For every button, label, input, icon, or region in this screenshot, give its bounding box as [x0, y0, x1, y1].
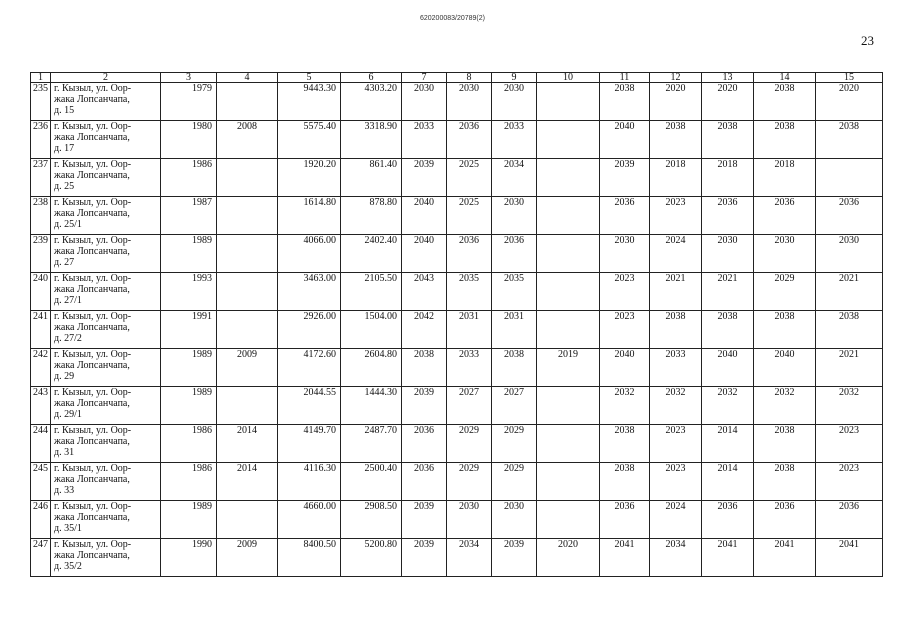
column-9-cell: 2033: [492, 121, 537, 159]
total-area-cell: 4066.00: [278, 235, 341, 273]
column-15-cell: 2021: [816, 273, 883, 311]
address-cell: [51, 83, 161, 121]
row-number: 237: [31, 159, 51, 197]
table-row: [31, 235, 883, 273]
column-9-cell: 2030: [492, 501, 537, 539]
column-15-cell: 2023: [816, 463, 883, 501]
address-line: г. Кызыл, ул. Оор-: [54, 273, 132, 284]
year-built-cell: 1991: [161, 311, 217, 349]
column-11-cell: 2038: [600, 463, 650, 501]
column-12-cell: 2024: [650, 235, 702, 273]
year-repair-cell: [217, 235, 278, 273]
column-7-cell: 2030: [402, 83, 447, 121]
column-header-11: 11: [600, 73, 650, 83]
row-number: 244: [31, 425, 51, 463]
year-built-cell: 1980: [161, 121, 217, 159]
address-line: г. Кызыл, ул. Оор-: [54, 311, 132, 322]
column-15-cell: 2023: [816, 425, 883, 463]
column-9-cell: 2035: [492, 273, 537, 311]
column-13-cell: 2038: [702, 121, 754, 159]
column-15-cell: 2032: [816, 387, 883, 425]
column-15-cell: 2036: [816, 197, 883, 235]
column-7-cell: 2038: [402, 349, 447, 387]
year-repair-cell: [217, 83, 278, 121]
year-built-cell: 1986: [161, 159, 217, 197]
column-10-cell: [537, 235, 600, 273]
column-header-8: 8: [447, 73, 492, 83]
column-14-cell: 2038: [754, 121, 816, 159]
column-8-cell: 2027: [447, 387, 492, 425]
living-area-cell: 878.80: [341, 197, 402, 235]
address-line: жака Лопсанчапа,: [54, 398, 130, 409]
column-8-cell: 2036: [447, 121, 492, 159]
total-area-cell: 4149.70: [278, 425, 341, 463]
living-area-cell: 2908.50: [341, 501, 402, 539]
column-7-cell: 2036: [402, 425, 447, 463]
column-13-cell: 2014: [702, 463, 754, 501]
total-area-cell: 4172.60: [278, 349, 341, 387]
row-number: 239: [31, 235, 51, 273]
column-11-cell: 2040: [600, 121, 650, 159]
column-header-1: 1: [31, 73, 51, 83]
column-7-cell: 2039: [402, 159, 447, 197]
column-14-cell: 2038: [754, 311, 816, 349]
column-header-6: 6: [341, 73, 402, 83]
column-11-cell: 2030: [600, 235, 650, 273]
row-number: 243: [31, 387, 51, 425]
address-line: д. 35/2: [54, 561, 82, 572]
column-8-cell: 2025: [447, 159, 492, 197]
column-12-cell: 2033: [650, 349, 702, 387]
row-number: 245: [31, 463, 51, 501]
column-11-cell: 2036: [600, 197, 650, 235]
living-area-cell: 5200.80: [341, 539, 402, 577]
column-header-9: 9: [492, 73, 537, 83]
column-8-cell: 2034: [447, 539, 492, 577]
address-cell: [51, 463, 161, 501]
address-line: жака Лопсанчапа,: [54, 360, 130, 371]
column-15-cell: 2041: [816, 539, 883, 577]
address-line: д. 15: [54, 105, 75, 116]
address-line: д. 29: [54, 371, 75, 382]
column-12-cell: 2023: [650, 463, 702, 501]
column-8-cell: 2029: [447, 463, 492, 501]
address-line: д. 27/2: [54, 333, 82, 344]
column-12-cell: 2018: [650, 159, 702, 197]
address-line: г. Кызыл, ул. Оор-: [54, 425, 132, 436]
address-line: жака Лопсанчапа,: [54, 208, 130, 219]
table-row: [31, 387, 883, 425]
living-area-cell: 2402.40: [341, 235, 402, 273]
address-line: жака Лопсанчапа,: [54, 246, 130, 257]
table-row: [31, 349, 883, 387]
address-line: д. 33: [54, 485, 75, 496]
address-line: г. Кызыл, ул. Оор-: [54, 539, 132, 550]
column-11-cell: 2023: [600, 311, 650, 349]
column-header-15: 15: [816, 73, 883, 83]
column-9-cell: 2029: [492, 425, 537, 463]
document-id: 620200083/20789(2): [419, 15, 485, 22]
column-11-cell: 2038: [600, 425, 650, 463]
table-row: [31, 311, 883, 349]
total-area-cell: 2044.55: [278, 387, 341, 425]
column-9-cell: 2039: [492, 539, 537, 577]
address-line: д. 27: [54, 257, 75, 268]
column-10-cell: 2019: [537, 349, 600, 387]
column-10-cell: [537, 121, 600, 159]
column-10-cell: [537, 83, 600, 121]
column-13-cell: 2036: [702, 501, 754, 539]
year-built-cell: 1979: [161, 83, 217, 121]
page-number: 23: [861, 33, 874, 48]
address-line: г. Кызыл, ул. Оор-: [54, 159, 132, 170]
column-14-cell: 2029: [754, 273, 816, 311]
year-repair-cell: [217, 159, 278, 197]
column-10-cell: [537, 159, 600, 197]
row-number: 236: [31, 121, 51, 159]
column-8-cell: 2029: [447, 425, 492, 463]
total-area-cell: 9443.30: [278, 83, 341, 121]
year-built-cell: 1993: [161, 273, 217, 311]
address-line: жака Лопсанчапа,: [54, 170, 130, 181]
row-number: 238: [31, 197, 51, 235]
column-10-cell: 2020: [537, 539, 600, 577]
column-10-cell: [537, 387, 600, 425]
column-7-cell: 2039: [402, 539, 447, 577]
address-cell: [51, 235, 161, 273]
column-8-cell: 2030: [447, 83, 492, 121]
address-line: жака Лопсанчапа,: [54, 322, 130, 333]
column-13-cell: 2021: [702, 273, 754, 311]
column-13-cell: 2041: [702, 539, 754, 577]
column-10-cell: [537, 311, 600, 349]
year-repair-cell: [217, 501, 278, 539]
column-12-cell: 2034: [650, 539, 702, 577]
year-built-cell: 1987: [161, 197, 217, 235]
column-9-cell: 2030: [492, 83, 537, 121]
column-header-4: 4: [217, 73, 278, 83]
address-line: г. Кызыл, ул. Оор-: [54, 121, 132, 132]
column-13-cell: 2030: [702, 235, 754, 273]
address-line: жака Лопсанчапа,: [54, 436, 130, 447]
column-header-13: 13: [702, 73, 754, 83]
year-repair-cell: 2008: [217, 121, 278, 159]
row-number: 242: [31, 349, 51, 387]
column-9-cell: 2038: [492, 349, 537, 387]
year-repair-cell: [217, 197, 278, 235]
address-cell: [51, 425, 161, 463]
column-15-cell: 2021: [816, 349, 883, 387]
column-12-cell: 2024: [650, 501, 702, 539]
row-number: 235: [31, 83, 51, 121]
year-built-cell: 1989: [161, 235, 217, 273]
table-row: [31, 273, 883, 311]
year-built-cell: 1990: [161, 539, 217, 577]
row-number: 241: [31, 311, 51, 349]
column-14-cell: 2036: [754, 197, 816, 235]
column-15-cell: 2036: [816, 501, 883, 539]
column-7-cell: 2042: [402, 311, 447, 349]
column-9-cell: 2034: [492, 159, 537, 197]
column-header-12: 12: [650, 73, 702, 83]
column-15-cell: 2038: [816, 121, 883, 159]
address-line: д. 25: [54, 181, 75, 192]
column-13-cell: 2018: [702, 159, 754, 197]
column-header-3: 3: [161, 73, 217, 83]
column-8-cell: 2031: [447, 311, 492, 349]
column-14-cell: 2038: [754, 463, 816, 501]
table-row: [31, 463, 883, 501]
column-13-cell: 2040: [702, 349, 754, 387]
column-10-cell: [537, 197, 600, 235]
table-row: [31, 539, 883, 577]
address-line: д. 29/1: [54, 409, 82, 420]
column-7-cell: 2033: [402, 121, 447, 159]
address-line: д. 25/1: [54, 219, 82, 230]
column-header-7: 7: [402, 73, 447, 83]
column-13-cell: 2020: [702, 83, 754, 121]
column-9-cell: 2036: [492, 235, 537, 273]
total-area-cell: 2926.00: [278, 311, 341, 349]
address-line: г. Кызыл, ул. Оор-: [54, 349, 132, 360]
year-repair-cell: [217, 387, 278, 425]
year-built-cell: 1989: [161, 387, 217, 425]
column-9-cell: 2029: [492, 463, 537, 501]
column-8-cell: 2035: [447, 273, 492, 311]
address-cell: [51, 349, 161, 387]
address-line: жака Лопсанчапа,: [54, 132, 130, 143]
column-14-cell: 2040: [754, 349, 816, 387]
column-15-cell: 2030: [816, 235, 883, 273]
year-repair-cell: 2014: [217, 463, 278, 501]
row-number: 240: [31, 273, 51, 311]
column-14-cell: 2038: [754, 83, 816, 121]
address-cell: [51, 121, 161, 159]
address-line: жака Лопсанчапа,: [54, 94, 130, 105]
column-11-cell: 2041: [600, 539, 650, 577]
column-14-cell: 2018: [754, 159, 816, 197]
column-12-cell: 2021: [650, 273, 702, 311]
column-11-cell: 2036: [600, 501, 650, 539]
column-8-cell: 2033: [447, 349, 492, 387]
year-built-cell: 1986: [161, 425, 217, 463]
column-12-cell: 2038: [650, 121, 702, 159]
column-12-cell: 2023: [650, 197, 702, 235]
column-14-cell: 2030: [754, 235, 816, 273]
column-11-cell: 2032: [600, 387, 650, 425]
column-15-cell: [816, 159, 883, 197]
living-area-cell: 861.40: [341, 159, 402, 197]
address-cell: [51, 539, 161, 577]
address-line: д. 27/1: [54, 295, 82, 306]
year-repair-cell: [217, 273, 278, 311]
column-7-cell: 2039: [402, 501, 447, 539]
year-repair-cell: [217, 311, 278, 349]
column-13-cell: 2014: [702, 425, 754, 463]
living-area-cell: 4303.20: [341, 83, 402, 121]
table-body: [31, 83, 883, 577]
column-7-cell: 2040: [402, 235, 447, 273]
total-area-cell: 4660.00: [278, 501, 341, 539]
column-12-cell: 2032: [650, 387, 702, 425]
year-built-cell: 1989: [161, 349, 217, 387]
address-line: г. Кызыл, ул. Оор-: [54, 83, 132, 94]
address-line: жака Лопсанчапа,: [54, 284, 130, 295]
living-area-cell: 2105.50: [341, 273, 402, 311]
living-area-cell: 1504.00: [341, 311, 402, 349]
column-7-cell: 2043: [402, 273, 447, 311]
column-12-cell: 2020: [650, 83, 702, 121]
address-cell: [51, 197, 161, 235]
address-line: жака Лопсанчапа,: [54, 512, 130, 523]
column-10-cell: [537, 501, 600, 539]
column-11-cell: 2040: [600, 349, 650, 387]
column-9-cell: 2027: [492, 387, 537, 425]
total-area-cell: 1614.80: [278, 197, 341, 235]
living-area-cell: 1444.30: [341, 387, 402, 425]
column-7-cell: 2039: [402, 387, 447, 425]
column-12-cell: 2023: [650, 425, 702, 463]
column-11-cell: 2023: [600, 273, 650, 311]
row-number: 247: [31, 539, 51, 577]
address-line: жака Лопсанчапа,: [54, 550, 130, 561]
column-15-cell: 2020: [816, 83, 883, 121]
column-8-cell: 2030: [447, 501, 492, 539]
table-row: [31, 425, 883, 463]
total-area-cell: 1920.20: [278, 159, 341, 197]
column-8-cell: 2025: [447, 197, 492, 235]
header-row: [31, 73, 883, 83]
column-10-cell: [537, 425, 600, 463]
living-area-cell: 3318.90: [341, 121, 402, 159]
address-cell: [51, 501, 161, 539]
column-10-cell: [537, 463, 600, 501]
column-12-cell: 2038: [650, 311, 702, 349]
column-8-cell: 2036: [447, 235, 492, 273]
column-13-cell: 2032: [702, 387, 754, 425]
year-built-cell: 1986: [161, 463, 217, 501]
column-13-cell: 2036: [702, 197, 754, 235]
column-9-cell: 2031: [492, 311, 537, 349]
table-row: [31, 197, 883, 235]
column-13-cell: 2038: [702, 311, 754, 349]
table-row: [31, 83, 883, 121]
address-line: г. Кызыл, ул. Оор-: [54, 501, 132, 512]
column-11-cell: 2039: [600, 159, 650, 197]
total-area-cell: 8400.50: [278, 539, 341, 577]
address-cell: [51, 159, 161, 197]
total-area-cell: 5575.40: [278, 121, 341, 159]
table-row: [31, 159, 883, 197]
address-line: д. 17: [54, 143, 75, 154]
address-line: г. Кызыл, ул. Оор-: [54, 463, 132, 474]
address-line: г. Кызыл, ул. Оор-: [54, 197, 132, 208]
column-14-cell: 2041: [754, 539, 816, 577]
column-10-cell: [537, 273, 600, 311]
column-14-cell: 2036: [754, 501, 816, 539]
column-11-cell: 2038: [600, 83, 650, 121]
column-7-cell: 2036: [402, 463, 447, 501]
column-9-cell: 2030: [492, 197, 537, 235]
column-14-cell: 2032: [754, 387, 816, 425]
address-cell: [51, 311, 161, 349]
living-area-cell: 2500.40: [341, 463, 402, 501]
column-14-cell: 2038: [754, 425, 816, 463]
address-line: д. 31: [54, 447, 75, 458]
total-area-cell: 4116.30: [278, 463, 341, 501]
column-15-cell: 2038: [816, 311, 883, 349]
address-line: д. 35/1: [54, 523, 82, 534]
address-line: г. Кызыл, ул. Оор-: [54, 387, 132, 398]
column-7-cell: 2040: [402, 197, 447, 235]
living-area-cell: 2604.80: [341, 349, 402, 387]
year-repair-cell: 2009: [217, 349, 278, 387]
table-row: [31, 501, 883, 539]
year-repair-cell: 2009: [217, 539, 278, 577]
table-row: [31, 121, 883, 159]
total-area-cell: 3463.00: [278, 273, 341, 311]
data-table: [30, 72, 883, 577]
address-line: жака Лопсанчапа,: [54, 474, 130, 485]
living-area-cell: 2487.70: [341, 425, 402, 463]
column-header-10: 10: [537, 73, 600, 83]
column-header-2: 2: [51, 73, 161, 83]
column-header-5: 5: [278, 73, 341, 83]
address-cell: [51, 387, 161, 425]
column-header-14: 14: [754, 73, 816, 83]
address-line: г. Кызыл, ул. Оор-: [54, 235, 132, 246]
year-built-cell: 1989: [161, 501, 217, 539]
address-cell: [51, 273, 161, 311]
row-number: 246: [31, 501, 51, 539]
year-repair-cell: 2014: [217, 425, 278, 463]
